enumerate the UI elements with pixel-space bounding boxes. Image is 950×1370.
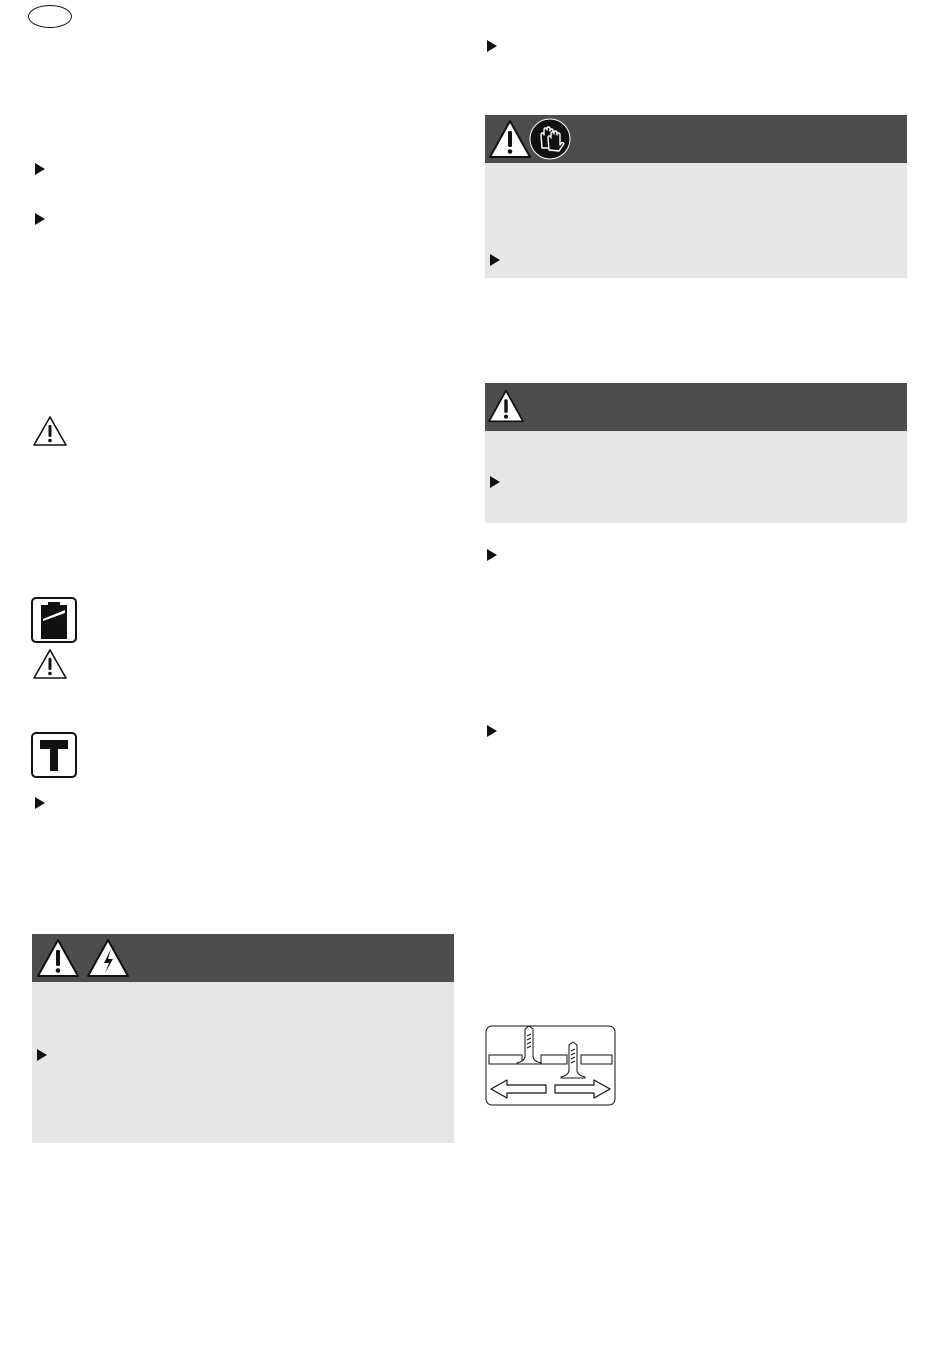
- bullet-arrow-icon: [487, 549, 497, 561]
- bullet-arrow-icon: [35, 797, 45, 809]
- t-tool-icon: [31, 732, 77, 778]
- warning-box-electric: [32, 934, 454, 1143]
- battery-icon: [31, 597, 77, 643]
- warning-box-header: [32, 934, 454, 982]
- warning-box-general: [485, 383, 907, 523]
- bullet-arrow-icon: [490, 254, 500, 266]
- warning-triangle-icon: [36, 938, 80, 978]
- bullet-arrow-icon: [37, 1049, 47, 1061]
- bullet-arrow-icon: [35, 163, 45, 175]
- language-badge: [28, 5, 72, 28]
- warning-box-header: [485, 383, 907, 431]
- warning-triangle-icon: [32, 415, 68, 447]
- bullet-arrow-icon: [487, 725, 497, 737]
- bullet-arrow-icon: [490, 476, 500, 488]
- warning-box-header: [485, 115, 907, 163]
- warning-triangle-icon: [487, 389, 525, 423]
- electric-shock-icon: [86, 938, 130, 978]
- warning-triangle-icon: [488, 119, 532, 159]
- gloves-icon: [529, 118, 571, 160]
- bullet-arrow-icon: [487, 40, 497, 52]
- warning-box-gloves: [485, 115, 907, 278]
- warning-triangle-icon: [32, 648, 68, 680]
- blade-direction-illustration: [485, 1025, 616, 1106]
- bullet-arrow-icon: [35, 213, 45, 225]
